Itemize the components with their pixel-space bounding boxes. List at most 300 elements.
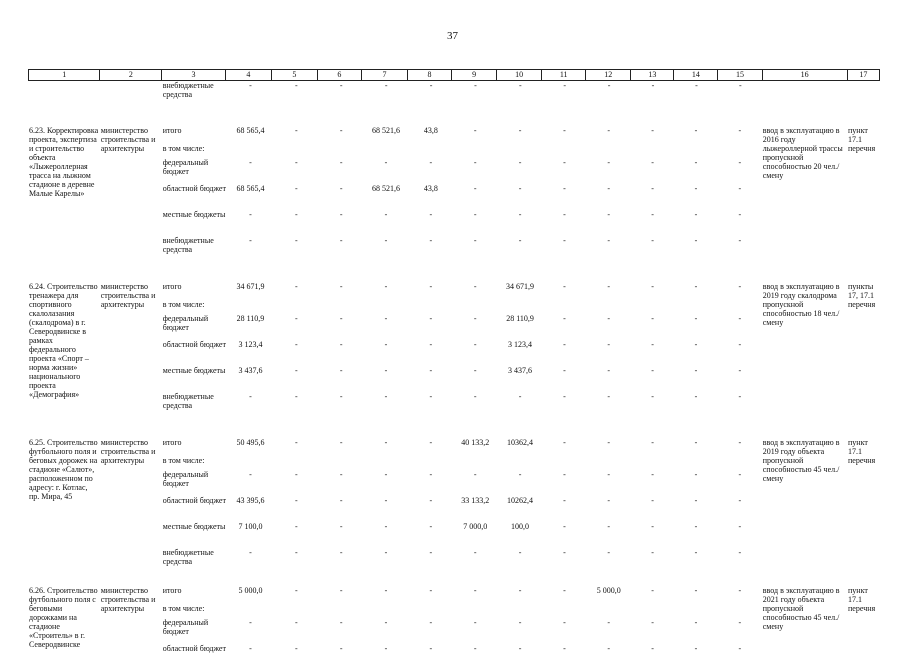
- value-cell: -: [339, 314, 343, 323]
- continuation-row: [28, 81, 880, 103]
- value-cell: [363, 300, 409, 311]
- value-cell: 50 495,6: [236, 438, 265, 447]
- value-cell: -: [738, 392, 742, 401]
- column-header-6: 6: [318, 70, 362, 80]
- value-cell: -: [339, 366, 343, 375]
- value-cell: -: [607, 496, 611, 505]
- value-cell: -: [339, 644, 343, 653]
- row-spacer: [28, 259, 880, 279]
- value-cell: -: [607, 438, 611, 447]
- value-cell: [631, 300, 674, 311]
- column-header-13: 13: [631, 70, 674, 80]
- value-cell: -: [738, 644, 742, 653]
- value-cell: -: [651, 340, 654, 349]
- value-cell: -: [473, 210, 477, 219]
- value-cell: 43 395,6: [236, 496, 265, 505]
- value-cell: -: [563, 470, 566, 479]
- value-cell: 34 671,9: [236, 282, 265, 291]
- value-cell: -: [738, 366, 742, 375]
- value-cell: -: [294, 184, 298, 193]
- value-cell: -: [294, 392, 298, 401]
- funding-source-label: в том числе:: [162, 604, 205, 613]
- value-cell: -: [695, 81, 698, 90]
- funding-source-label: внебюджетные средства: [162, 548, 214, 566]
- funding-source-label: итого: [162, 282, 182, 291]
- value-cell: -: [473, 158, 477, 167]
- value-cell: -: [384, 210, 388, 219]
- value-cell: -: [384, 392, 388, 401]
- funding-row: [162, 389, 762, 415]
- column-header-row: [28, 69, 880, 81]
- value-cell: [228, 456, 274, 467]
- value-cell: -: [384, 618, 388, 627]
- value-cell: -: [473, 126, 477, 135]
- value-cell: -: [249, 470, 252, 479]
- value-cell: -: [339, 340, 343, 349]
- value-cell: -: [249, 392, 252, 401]
- value-cell: 7 000,0: [463, 522, 488, 531]
- value-cell: -: [607, 392, 611, 401]
- value-cell: -: [473, 282, 477, 291]
- project-block: [28, 583, 880, 667]
- value-cell: -: [563, 236, 566, 245]
- funding-row: [162, 545, 762, 571]
- value-cell: -: [563, 282, 566, 291]
- value-cell: -: [294, 340, 298, 349]
- value-cell: -: [384, 586, 388, 595]
- value-cell: 3 437,6: [238, 366, 263, 375]
- program-table: [28, 69, 880, 667]
- value-cell: -: [249, 618, 252, 627]
- value-cell: -: [429, 586, 433, 595]
- column-header-7: 7: [362, 70, 408, 80]
- value-cell: -: [738, 548, 742, 557]
- value-cell: -: [384, 366, 388, 375]
- project-reference: пункт 17.1 перечня: [848, 586, 876, 613]
- funding-source-label: внебюджетные средства: [162, 81, 214, 99]
- value-cell: -: [518, 126, 522, 135]
- column-header-16: 16: [763, 70, 848, 80]
- row-spacer: [28, 571, 880, 583]
- value-cell: -: [694, 366, 698, 375]
- value-cell: -: [473, 340, 477, 349]
- value-cell: -: [474, 81, 477, 90]
- value-cell: -: [294, 236, 298, 245]
- value-cell: 68 565,4: [236, 184, 265, 193]
- value-cell: -: [294, 496, 298, 505]
- value-cell: -: [429, 618, 433, 627]
- value-cell: -: [473, 470, 477, 479]
- funding-source-label: в том числе:: [162, 300, 205, 309]
- value-cell: -: [339, 158, 343, 167]
- value-cell: [319, 144, 363, 155]
- value-cell: -: [473, 618, 477, 627]
- cell-empty: [848, 81, 880, 103]
- value-cell: [498, 144, 543, 155]
- value-cell: [674, 144, 718, 155]
- value-cell: -: [607, 282, 611, 291]
- value-cell: -: [738, 340, 742, 349]
- value-cell: -: [339, 522, 343, 531]
- value-cell: 100,0: [511, 522, 530, 531]
- project-name: 6.26. Строительство футбольного поля с беговыми дорожками на стадионе «Строитель» в г. Северодвинске: [29, 586, 98, 649]
- cell-empty: [100, 81, 162, 103]
- value-cell: -: [607, 366, 611, 375]
- value-cell: -: [249, 210, 252, 219]
- value-cell: [542, 300, 586, 311]
- value-cell: [498, 456, 543, 467]
- value-cell: [409, 300, 453, 311]
- value-cell: -: [339, 586, 343, 595]
- value-cell: -: [694, 392, 698, 401]
- value-cell: -: [563, 366, 566, 375]
- funding-source-label: внебюджетные средства: [162, 236, 214, 254]
- column-header-3: 3: [162, 70, 226, 80]
- value-cell: [453, 300, 498, 311]
- value-cell: -: [651, 522, 654, 531]
- value-cell: -: [607, 158, 611, 167]
- value-cell: -: [294, 586, 298, 595]
- value-cell: -: [429, 392, 433, 401]
- column-header-1: 1: [29, 70, 100, 80]
- funding-source-label: федеральный бюджет: [162, 314, 209, 332]
- funding-rows: [162, 123, 762, 259]
- value-cell: -: [694, 548, 698, 557]
- value-cell: [674, 604, 718, 615]
- value-cell: [631, 144, 674, 155]
- value-cell: -: [384, 340, 388, 349]
- value-cell: -: [518, 184, 522, 193]
- value-cell: -: [694, 126, 698, 135]
- value-cell: -: [473, 548, 477, 557]
- value-cell: [228, 144, 274, 155]
- value-cell: -: [738, 210, 742, 219]
- value-cell: 28 110,9: [506, 314, 534, 323]
- value-cell: -: [563, 438, 566, 447]
- value-cell: [498, 300, 543, 311]
- value-cell: -: [429, 496, 433, 505]
- value-cell: -: [518, 548, 522, 557]
- value-cell: 5 000,0: [596, 586, 621, 595]
- value-cell: -: [294, 438, 298, 447]
- value-cell: [363, 144, 409, 155]
- value-cell: -: [738, 282, 742, 291]
- value-cell: -: [651, 586, 654, 595]
- value-cell: -: [738, 522, 742, 531]
- value-cell: -: [738, 470, 742, 479]
- value-cell: [453, 456, 498, 467]
- value-cell: -: [339, 470, 343, 479]
- column-header-15: 15: [718, 70, 762, 80]
- column-header-8: 8: [408, 70, 452, 80]
- funding-source-label: местные бюджеты: [162, 210, 226, 219]
- value-cell: [586, 456, 631, 467]
- value-cell: 40 133,2: [461, 438, 490, 447]
- value-cell: -: [563, 158, 566, 167]
- value-cell: 3 123,4: [508, 340, 533, 349]
- value-cell: 10362,4: [507, 438, 534, 447]
- column-header-10: 10: [497, 70, 542, 80]
- column-header-17: 17: [859, 70, 868, 79]
- value-cell: [586, 604, 631, 615]
- value-cell: [409, 144, 453, 155]
- value-cell: -: [339, 126, 343, 135]
- value-cell: -: [429, 81, 433, 90]
- value-cell: -: [694, 496, 698, 505]
- value-cell: [409, 456, 453, 467]
- row-spacer: [28, 103, 880, 123]
- value-cell: [718, 456, 762, 467]
- value-cell: [542, 604, 586, 615]
- value-cell: -: [518, 158, 522, 167]
- value-cell: -: [651, 496, 654, 505]
- value-cell: 28 110,9: [236, 314, 265, 323]
- value-cell: -: [429, 438, 433, 447]
- value-cell: -: [738, 184, 742, 193]
- value-cell: -: [563, 618, 566, 627]
- funding-source-label: федеральный бюджет: [162, 618, 209, 636]
- column-header-11: 11: [542, 70, 586, 80]
- value-cell: -: [339, 548, 343, 557]
- value-cell: -: [429, 340, 433, 349]
- value-cell: 43,8: [423, 184, 438, 193]
- value-cell: -: [384, 314, 388, 323]
- value-cell: -: [694, 522, 698, 531]
- value-cell: -: [429, 210, 433, 219]
- value-cell: -: [563, 392, 566, 401]
- project-reference: пункт 17.1 перечня: [848, 438, 876, 465]
- funding-source-label: областной бюджет: [162, 340, 226, 349]
- funding-source-label: итого: [162, 438, 182, 447]
- value-cell: -: [384, 470, 388, 479]
- value-cell: -: [563, 496, 566, 505]
- funding-row: [162, 123, 762, 141]
- value-cell: 33 133,2: [461, 496, 490, 505]
- project-result: ввод в эксплуатацию в 2019 году объекта пропускной способностью 45 чел./смену: [762, 438, 840, 483]
- funding-source-label: итого: [162, 126, 182, 135]
- value-cell: -: [339, 81, 343, 90]
- value-cell: -: [738, 126, 742, 135]
- funding-row: [162, 519, 762, 545]
- funding-row: [162, 493, 762, 519]
- value-cell: -: [694, 314, 698, 323]
- value-cell: -: [429, 548, 433, 557]
- value-cell: -: [473, 644, 477, 653]
- value-cell: -: [429, 522, 433, 531]
- value-cell: 68 521,6: [372, 126, 400, 135]
- value-cell: [586, 300, 631, 311]
- cell-empty: [762, 81, 848, 103]
- cell-empty: [28, 81, 100, 103]
- value-cell: -: [694, 586, 698, 595]
- funding-row: [162, 207, 762, 233]
- value-cell: -: [694, 340, 698, 349]
- value-cell: -: [607, 81, 611, 90]
- funding-row: [162, 363, 762, 389]
- funding-rows: [162, 435, 762, 571]
- value-cell: -: [429, 236, 433, 245]
- value-cell: -: [607, 470, 611, 479]
- project-result: ввод в эксплуатацию в 2021 году объекта пропускной способностью 45 чел./смену: [762, 586, 840, 631]
- project-block: [28, 123, 880, 259]
- value-cell: -: [473, 236, 477, 245]
- value-cell: -: [518, 618, 522, 627]
- value-cell: -: [294, 314, 298, 323]
- value-cell: 68 521,6: [372, 184, 400, 193]
- project-result: ввод в эксплуатацию в 2016 году лыжероллерной трассы пропускной способностью 20 чел./смену: [762, 126, 843, 180]
- value-cell: -: [563, 184, 566, 193]
- value-cell: 3 437,6: [508, 366, 533, 375]
- value-cell: 3 123,4: [238, 340, 263, 349]
- project-block: [28, 279, 880, 415]
- funding-source-label: областной бюджет: [162, 184, 226, 193]
- value-cell: -: [294, 158, 298, 167]
- value-cell: -: [384, 644, 388, 653]
- funding-row: [162, 141, 762, 155]
- value-cell: -: [384, 522, 388, 531]
- value-cell: -: [738, 496, 742, 505]
- value-cell: -: [473, 184, 477, 193]
- funding-source-label: в том числе:: [162, 144, 205, 153]
- funding-source-label: областной бюджет: [162, 496, 226, 505]
- value-cell: -: [518, 81, 522, 90]
- value-cell: [631, 604, 674, 615]
- value-cell: -: [607, 618, 611, 627]
- value-cell: -: [651, 282, 654, 291]
- value-cell: -: [249, 81, 252, 90]
- funding-source-label: федеральный бюджет: [162, 470, 209, 488]
- value-cell: -: [339, 184, 343, 193]
- value-cell: 34 671,9: [506, 282, 535, 291]
- value-cell: -: [607, 126, 611, 135]
- value-cell: -: [518, 586, 522, 595]
- value-cell: [319, 604, 363, 615]
- value-cell: -: [607, 210, 611, 219]
- value-cell: -: [294, 210, 298, 219]
- value-cell: 7 100,0: [238, 522, 263, 531]
- value-cell: -: [339, 618, 343, 627]
- value-cell: -: [518, 236, 522, 245]
- value-cell: -: [738, 314, 742, 323]
- value-cell: [273, 456, 319, 467]
- column-header-9: 9: [452, 70, 497, 80]
- value-cell: -: [607, 236, 611, 245]
- value-cell: [542, 456, 586, 467]
- value-cell: -: [738, 81, 742, 90]
- value-cell: -: [694, 470, 698, 479]
- funding-rows: [162, 583, 762, 667]
- value-cell: -: [473, 314, 477, 323]
- funding-row: [162, 641, 762, 667]
- value-cell: -: [651, 366, 654, 375]
- value-cell: 10262,4: [507, 496, 534, 505]
- value-cell: [409, 604, 453, 615]
- project-name: 6.25. Строительство футбольного поля и беговых дорожек на стадионе «Салют», расположенном по адресу: г. Котлас, пр. Мира, 45: [29, 438, 98, 501]
- project-result: ввод в эксплуатацию в 2019 году скалодрома пропускной способностью 18 чел./смену: [762, 282, 840, 327]
- value-cell: -: [295, 81, 298, 90]
- value-cell: -: [563, 126, 566, 135]
- value-cell: -: [563, 340, 566, 349]
- value-cell: -: [294, 548, 298, 557]
- value-cell: -: [294, 282, 298, 291]
- value-cell: [718, 144, 762, 155]
- value-cell: -: [429, 158, 433, 167]
- value-cell: -: [651, 210, 654, 219]
- funding-row: [162, 601, 762, 615]
- value-cell: [273, 144, 319, 155]
- value-cell: -: [694, 618, 698, 627]
- value-cell: -: [738, 618, 742, 627]
- value-cell: -: [294, 618, 298, 627]
- value-cell: -: [249, 644, 252, 653]
- value-cell: -: [294, 644, 298, 653]
- value-cell: -: [429, 314, 433, 323]
- value-cell: -: [607, 184, 611, 193]
- value-cell: -: [384, 438, 388, 447]
- value-cell: [273, 300, 319, 311]
- column-header-5: 5: [272, 70, 318, 80]
- funding-source-label: внебюджетные средства: [162, 392, 214, 410]
- value-cell: -: [651, 470, 654, 479]
- funding-source-label: федеральный бюджет: [162, 158, 209, 176]
- funding-row: [162, 181, 762, 207]
- value-cell: -: [384, 81, 388, 90]
- funding-row: [162, 467, 762, 493]
- project-block: [28, 435, 880, 571]
- value-cell: [674, 300, 718, 311]
- value-cell: -: [651, 158, 654, 167]
- value-cell: -: [429, 282, 433, 291]
- value-cell: -: [694, 236, 698, 245]
- value-cell: [319, 456, 363, 467]
- value-cell: [363, 456, 409, 467]
- value-cell: -: [429, 470, 433, 479]
- value-cell: -: [384, 282, 388, 291]
- value-cell: -: [384, 548, 388, 557]
- column-header-14: 14: [674, 70, 718, 80]
- value-cell: [228, 300, 274, 311]
- value-cell: -: [518, 644, 522, 653]
- value-cell: -: [694, 184, 698, 193]
- value-cell: -: [651, 438, 654, 447]
- value-cell: [631, 456, 674, 467]
- value-cell: -: [694, 158, 698, 167]
- value-cell: -: [249, 158, 252, 167]
- value-cell: -: [249, 548, 252, 557]
- page-number: 37: [447, 30, 458, 42]
- value-cell: -: [607, 644, 611, 653]
- value-cell: -: [339, 210, 343, 219]
- funding-source-label: местные бюджеты: [162, 522, 226, 531]
- value-cell: -: [518, 392, 522, 401]
- value-cell: -: [607, 548, 611, 557]
- value-cell: -: [607, 340, 611, 349]
- value-cell: -: [738, 236, 742, 245]
- column-header-12: 12: [586, 70, 631, 80]
- value-cell: [498, 604, 543, 615]
- value-cell: -: [473, 586, 477, 595]
- funding-source-label: в том числе:: [162, 456, 205, 465]
- column-header-2: 2: [100, 70, 162, 80]
- value-cell: -: [563, 548, 566, 557]
- value-cell: -: [429, 644, 433, 653]
- value-cell: -: [339, 236, 343, 245]
- value-cell: 68 565,4: [236, 126, 265, 135]
- value-cell: -: [651, 548, 654, 557]
- project-executor: министерство строительства и архитектуры: [100, 282, 156, 309]
- value-cell: -: [651, 314, 654, 323]
- value-cell: -: [249, 236, 252, 245]
